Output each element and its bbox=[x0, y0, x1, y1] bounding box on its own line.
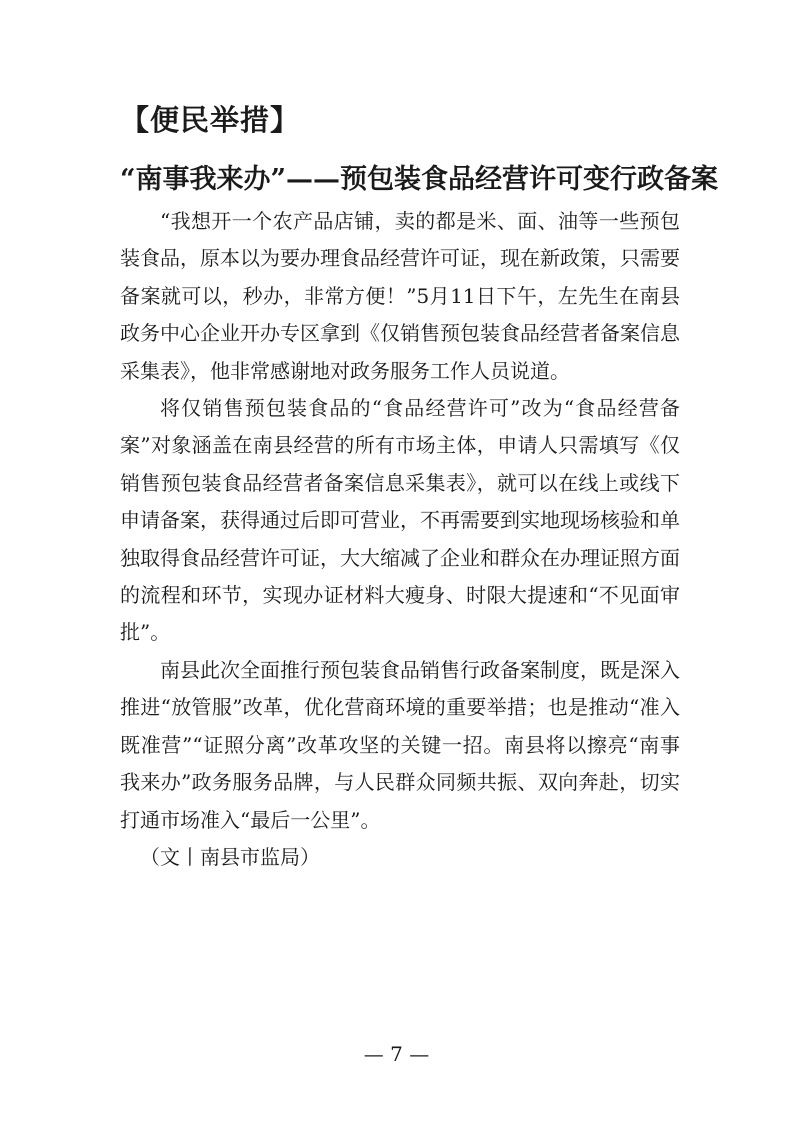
paragraph: 南县此次全面推行预包装食品销售行政备案制度，既是深入推进“放管服”改革，优化营商环境的重要举措；也是推动“准入既准营”“证照分离”改革攻坚的关键一招。南县将以擦亮“南事我来办”政务服务品牌，与人民群众同频共振、双向奔赴，切实打通市场准入“最后一公里”。 bbox=[120, 657, 680, 832]
page-number: — 7 — bbox=[363, 1042, 430, 1066]
paragraph: 将仅销售预包装食品的“食品经营许可”改为“食品经营备案”对象涵盖在南县经营的所有市场主体，申请人只需填写《仅销售预包装食品经营者备案信息采集表》，就可以在线上或线下申请备案，获得通过后即可营业，不再需要到实地现场核验和单独取得食品经营许可证，大大缩减了企业和群众在办理证照方面的流程和环节，实现办证材料大瘦身、时限大提速和“不见面审批”。 bbox=[120, 396, 680, 645]
section-label: 【便民举措】 bbox=[120, 103, 301, 137]
article-credit: （文丨南县市监局） bbox=[140, 844, 320, 869]
paragraph: “我想开一个农产品店铺，卖的都是米、面、油等一些预包装食品，原本以为要办理食品经营许可证，现在新政策，只需要备案就可以，秒办，非常方便！”5月11日下午，左先生在南县政务中心企业开办专区拿到《仅销售预包装食品经营者备案信息采集表》，他非常感谢地对政务服务工作人员说道。 bbox=[120, 209, 680, 383]
article-body bbox=[120, 203, 680, 876]
article-title: “南事我来办”——预包装食品经营许可变行政备案 bbox=[120, 164, 719, 195]
